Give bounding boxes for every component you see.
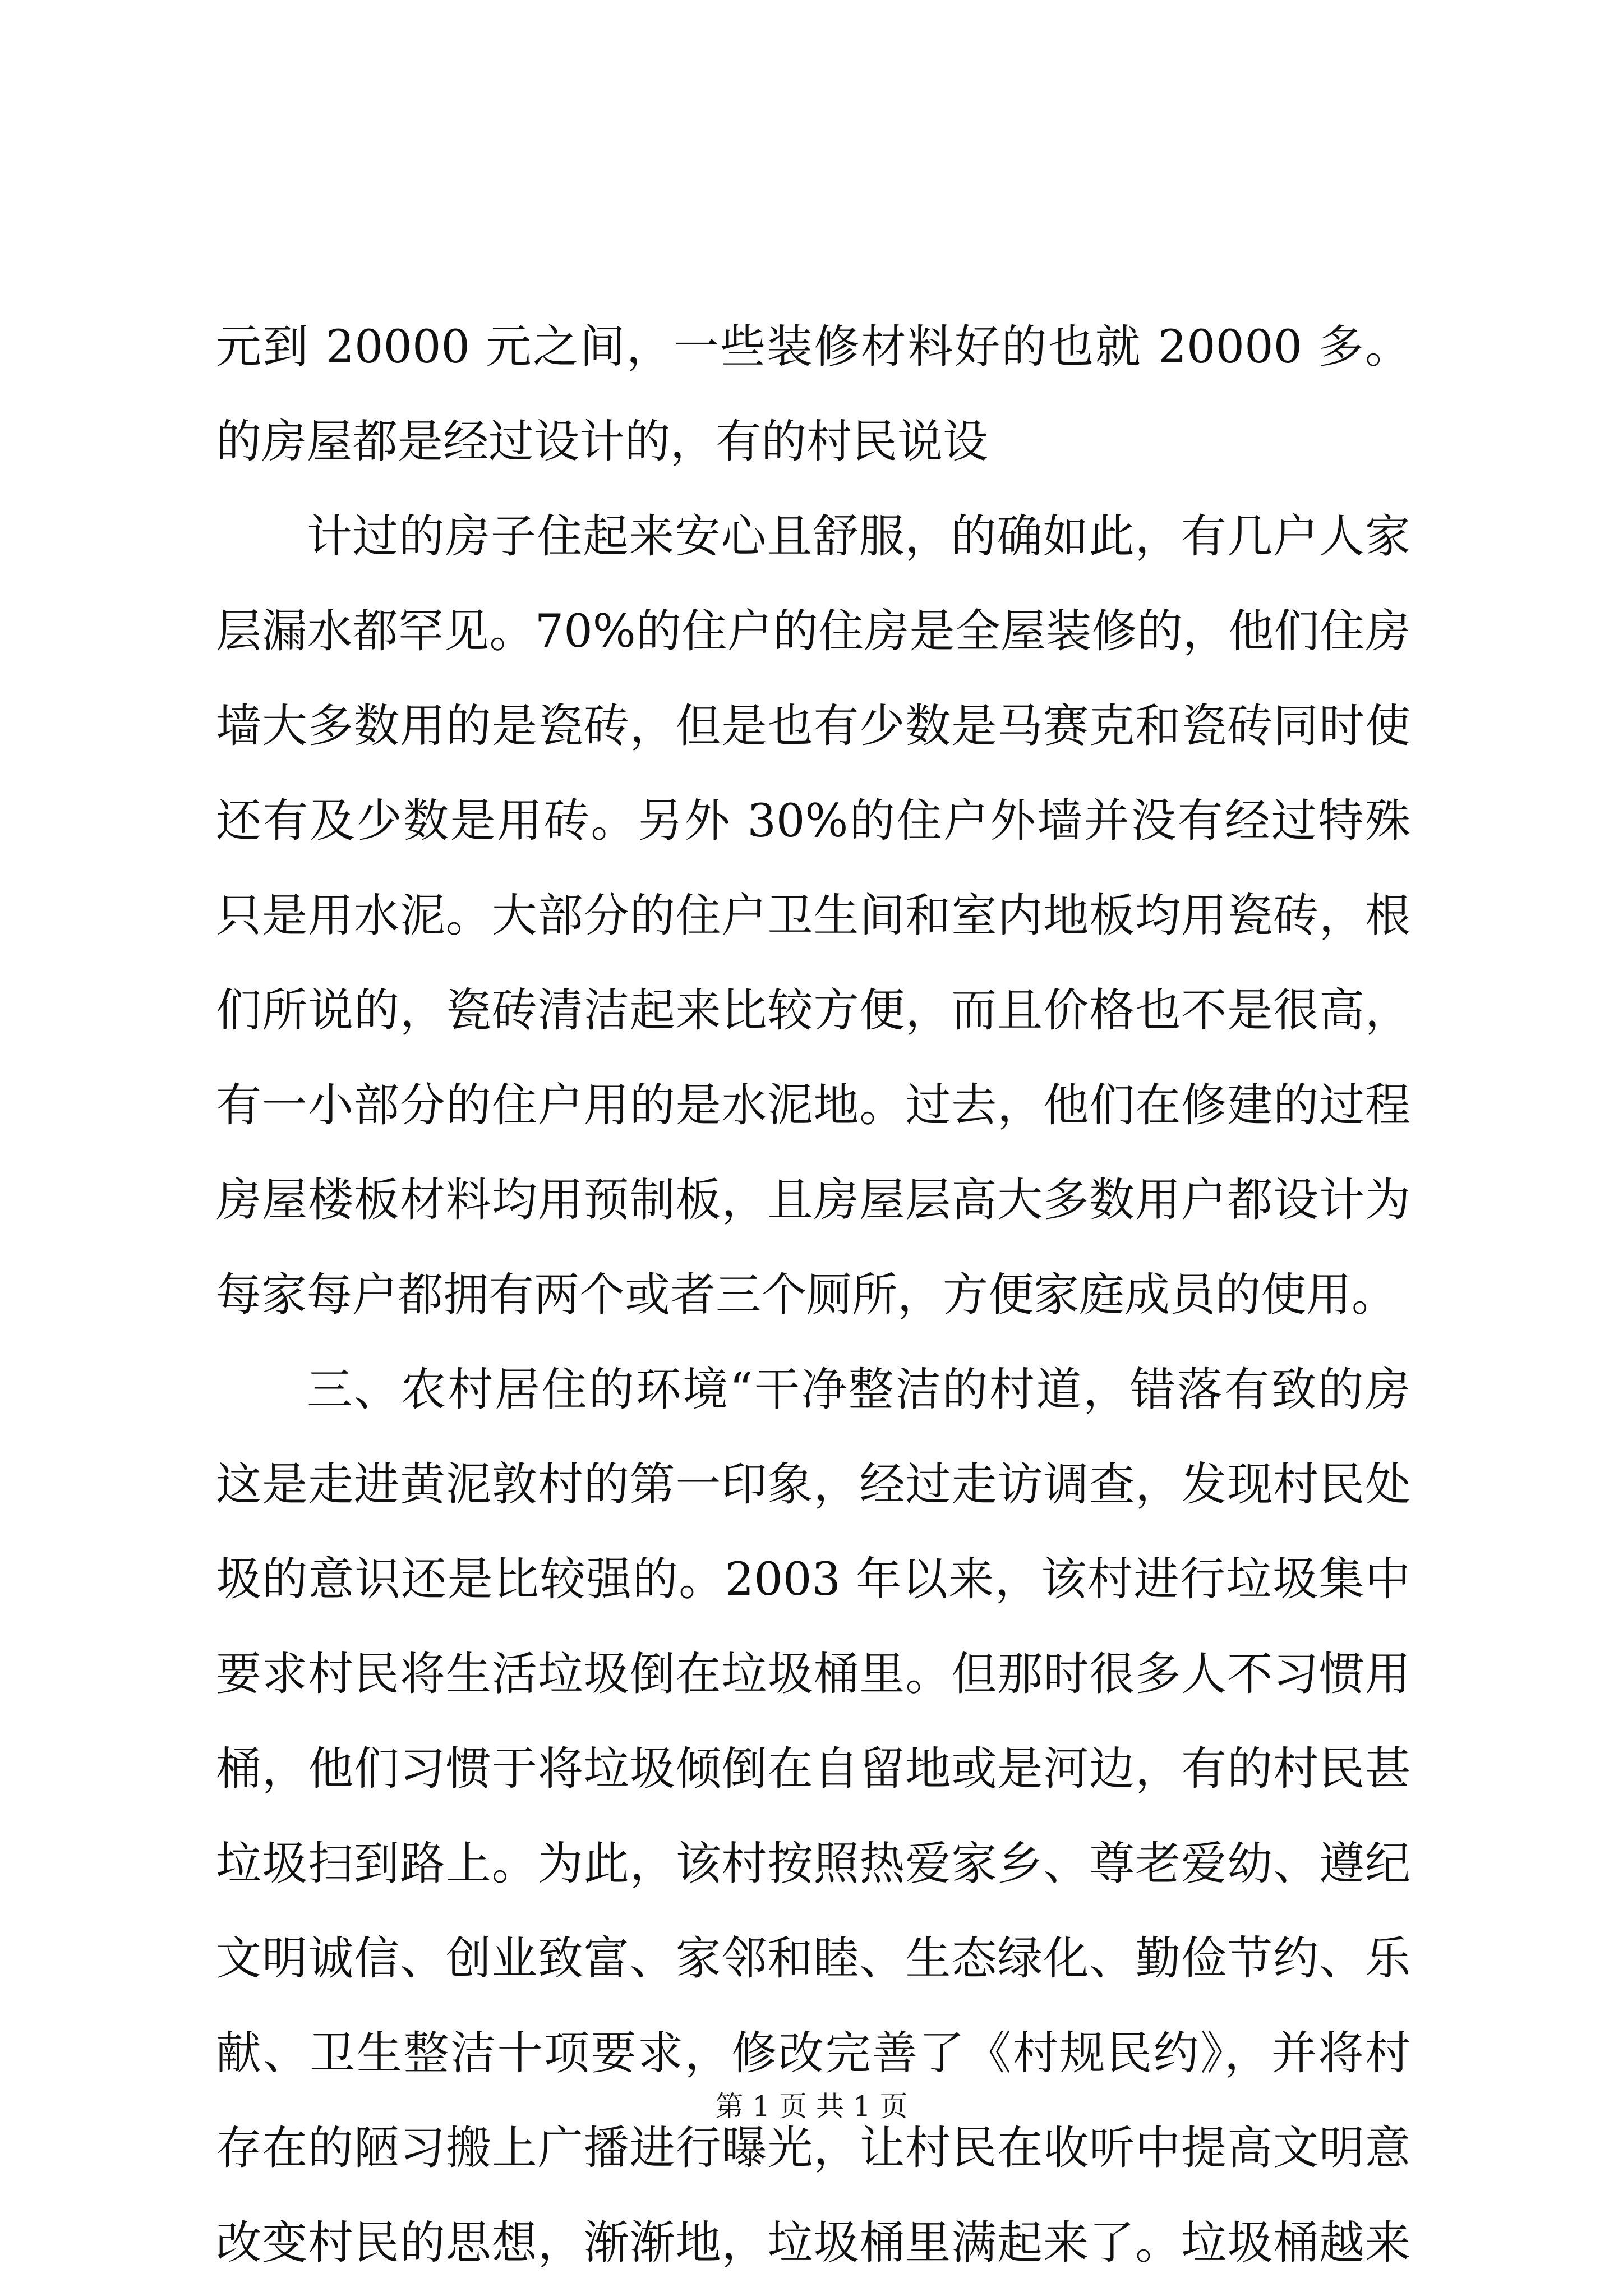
text-line: 这是走进黄泥敦村的第一印象，经过走访调查，发现村民处 [216,1458,1410,1511]
text-line: 垃圾扫到路上。为此，该村按照热爱家乡、尊老爱幼、遵纪 [216,1838,1410,1890]
text-line: 墙大多数用的是瓷砖，但是也有少数是马赛克和瓷砖同时使 [216,700,1410,753]
text-line: 改变村民的思想，渐渐地，垃圾桶里满起来了。垃圾桶越来 [216,2217,1410,2270]
text-line: 存在的陋习搬上广播进行曝光，让村民在收听中提高文明意 [216,2122,1410,2175]
text-line: 献、卫生整洁十项要求，修改完善了《村规民约》，并将村 [216,2027,1410,2080]
text-line: 的房屋都是经过设计的，有的村民说设 [216,416,989,468]
text-line: 文明诚信、创业致富、家邻和睦、生态绿化、勤俭节约、乐 [216,1932,1410,1985]
text-line: 每家每户都拥有两个或者三个厕所，方便家庭成员的使用。 [216,1269,1398,1322]
text-line: 圾的意识还是比较强的。2003 年以来，该村进行垃圾集中 [216,1553,1410,1606]
text-line: 层漏水都罕见。70%的住户的住房是全屋装修的，他们住房 [216,605,1410,658]
paragraph-start-line: 计过的房子住起来安心且舒服，的确如此，有几户人家 [307,510,1410,563]
section-heading-line: 三、农村居住的环境“干净整洁的村道，错落有致的房 [307,1364,1410,1416]
text-line: 房屋楼板材料均用预制板，且房屋层高大多数用户都设计为 [216,1174,1410,1227]
page-footer [0,2084,1623,2129]
text-line: 元到 20000 元之间，一些装修材料好的也就 20000 多。 [216,321,1410,374]
text-line: 有一小部分的住户用的是水泥地。过去，他们在修建的过程 [216,1079,1410,1132]
text-line: 们所说的，瓷砖清洁起来比较方便，而且价格也不是很高， [216,984,1410,1037]
text-line: 要求村民将生活垃圾倒在垃圾桶里。但那时很多人不习惯用 [216,1648,1410,1701]
text-line: 只是用水泥。大部分的住户卫生间和室内地板均用瓷砖，根 [216,890,1410,942]
page-number-label: 第 1 页 共 1 页 [715,2090,908,2123]
text-line: 还有及少数是用砖。另外 30%的住户外墙并没有经过特殊 [216,795,1410,848]
text-line: 桶，他们习惯于将垃圾倾倒在自留地或是河边，有的村民甚 [216,1743,1410,1796]
document-body [216,300,1410,2291]
